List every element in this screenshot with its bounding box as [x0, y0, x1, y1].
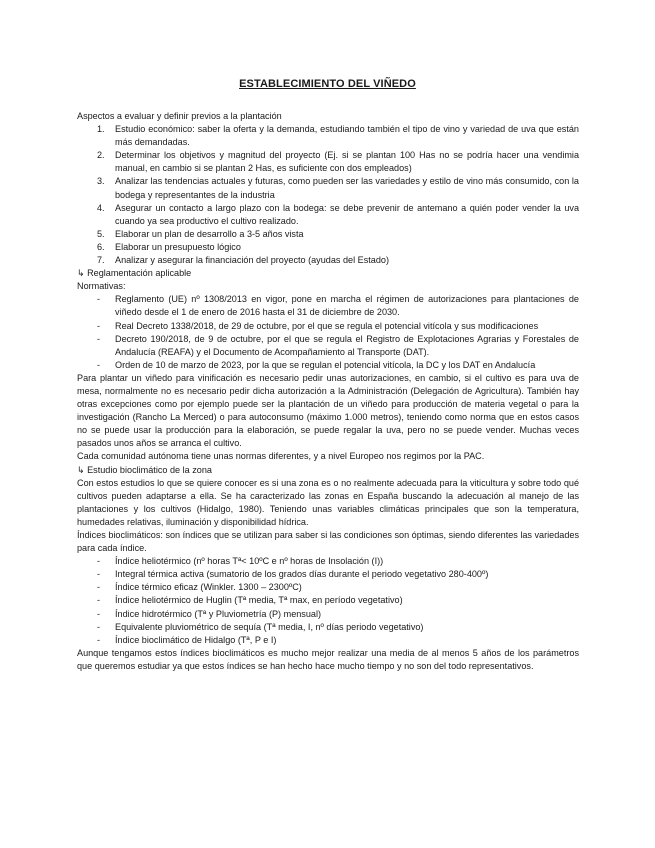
list-item [77, 594, 579, 607]
dash-bullet: - [97, 556, 101, 567]
bioclimatic-heading [77, 464, 579, 477]
list-item [77, 608, 579, 621]
item-text: Real Decreto 1338/2018, de 29 de octubre, por el que se regula el potencial vitícola y sus modificaciones [115, 320, 539, 331]
list-item [77, 123, 579, 149]
item-text: Asegurar un contacto a largo plazo con la bodega: se debe prevenir de antemano a quién poder vender la uva cuando ya sea productivo el cultivo realizado. [115, 202, 579, 226]
aspects-heading: Aspectos a evaluar y definir previos a la plantación [77, 111, 282, 121]
regulation-heading [77, 267, 579, 280]
item-number: 1. [97, 124, 105, 135]
arrow-icon: ↳ [77, 268, 85, 279]
item-number: 6. [97, 241, 105, 252]
item-text: Índice bioclimático de Hidalgo (Tª, P e I) [115, 634, 277, 645]
list-item [77, 254, 579, 267]
item-number: 7. [97, 255, 105, 266]
item-number: 4. [97, 202, 105, 213]
arrow-icon: ↳ [77, 464, 85, 475]
norms-list [77, 293, 579, 372]
item-text: Integral térmica activa (sumatorio de los grados días durante el periodo vegetativo 280-400º) [115, 569, 489, 580]
item-number: 3. [97, 176, 105, 187]
dash-bullet: - [97, 582, 101, 593]
list-item [77, 359, 579, 372]
list-item [77, 568, 579, 581]
regulation-heading-text: Reglamentación aplicable [87, 268, 192, 279]
list-item [77, 621, 579, 634]
item-text: Índice térmico eficaz (Winkler. 1300 – 2300ºC) [115, 582, 302, 593]
item-text: Índice heliotérmico de Huglin (Tª media, Tª max, en período vegetativo) [115, 595, 403, 606]
item-text: Reglamento (UE) nº 1308/2013 en vigor, pone en marcha el régimen de autorizaciones para plantaciones de viñedo desde el 1 de enero de 2016 hasta el 31 de diciembre de 2030. [115, 294, 579, 318]
dash-bullet: - [97, 569, 101, 580]
regulation-paragraph: Para plantar un viñedo para vinificación es necesario pedir unas autorizaciones, en cambio, si el cultivo es para uva de mesa, normalmente no es necesario pedir dicha autorización a la Administración (Delegación de Agricultura). También hay otras excepciones como por ejemplo puede ser la plantación de un viñedo para producción de materia vegetal o para la investigación (Rancho La Merced) o para autoconsumo (máximo 1.000 metros), teniendo como norma que en estos casos no se puede usar la producción para la elaboración, se puede regalar la uva, pero no se puede vender. Muchas veces pasados unos años se arranca el cultivo. [77, 372, 579, 449]
list-item [77, 149, 579, 175]
item-text: Equivalente pluviométrico de sequía (Tª media, I, nº días periodo vegetativo) [115, 621, 424, 632]
list-item [77, 634, 579, 647]
item-text: Elaborar un plan de desarrollo a 3-5 años vista [115, 228, 304, 239]
list-item [77, 202, 579, 228]
list-item [77, 228, 579, 241]
dash-bullet: - [97, 595, 101, 606]
list-item [77, 241, 579, 254]
item-text: Analizar las tendencias actuales y futuras, como pueden ser las variedades y estilo de vino más consumido, con la bodega y representantes de la industria [115, 176, 579, 200]
document-title: ESTABLECIMIENTO DEL VIÑEDO [239, 78, 416, 90]
dash-bullet: - [97, 621, 101, 632]
aspects-list [77, 123, 579, 267]
dash-bullet: - [97, 333, 101, 344]
dash-bullet: - [97, 320, 101, 331]
item-text: Elaborar un presupuesto lógico [115, 241, 241, 252]
document-body [77, 110, 579, 673]
list-item [77, 333, 579, 359]
closing-paragraph: Aunque tengamos estos índices bioclimáticos es mucho mejor realizar una media de al menos 5 años de los parámetros que queremos estudiar ya que estos índices se han hecho hace mucho tiempo y no son del todo representativos. [77, 647, 579, 671]
list-item [77, 581, 579, 594]
bioclimatic-heading-text: Estudio bioclimático de la zona [87, 464, 212, 475]
item-text: Estudio económico: saber la oferta y la demanda, estudiando también el tipo de vino y variedad de uva que están más demandadas. [115, 124, 579, 148]
norms-label: Normativas: [77, 281, 126, 292]
dash-bullet: - [97, 608, 101, 619]
indices-intro: Índices bioclimáticos: son índices que se utilizan para saber si las condiciones son óptimas, siendo diferentes las variedades para cada índice. [77, 530, 579, 554]
list-item [77, 175, 579, 201]
item-text: Índice hidrotérmico (Tª y Pluviometría (P) mensual) [115, 608, 322, 619]
item-text: Orden de 10 de marzo de 2023, por la que se regulan el potencial vitícola, la DC y los DAT en Andalucía [115, 359, 536, 370]
dash-bullet: - [97, 634, 101, 645]
item-text: Analizar y asegurar la financiación del proyecto (ayudas del Estado) [115, 255, 389, 266]
item-text: Decreto 190/2018, de 9 de octubre, por el que se regula el Registro de Explotaciones Agrarias y Forestales de Andalucía (REAFA) y el Documento de Acompañamiento al Transporte (DAT). [115, 333, 579, 357]
item-number: 2. [97, 150, 105, 161]
list-item [77, 555, 579, 568]
list-item [77, 320, 579, 333]
list-item [77, 293, 579, 319]
item-text: Índice heliotérmico (nº horas Tª< 10ºC e nº horas de Insolación (I)) [115, 556, 384, 567]
indices-list [77, 555, 579, 647]
bioclimatic-paragraph: Con estos estudios lo que se quiere conocer es si una zona es o no realmente adecuada para la viticultura y sobre todo qué cultivos pueden adaptarse a ella. Se ha caracterizado las zonas en España buscando la adecuación al manejo de las plantaciones y los cultivos (Hidalgo, 1980). Teniendo unas variables climáticas principales que son la temperatura, humedades relativas, iluminación y disponibilidad hídrica. [77, 477, 579, 527]
item-number: 5. [97, 228, 105, 239]
dash-bullet: - [97, 294, 101, 305]
regulation-note: Cada comunidad autónoma tiene unas normas diferentes, y a nivel Europeo nos regimos por la PAC. [77, 451, 485, 462]
dash-bullet: - [97, 359, 101, 370]
item-text: Determinar los objetivos y magnitud del proyecto (Ej. si se plantan 100 Has no se podría hacer una vendimia manual, en cambio si se plantan 2 Has, es suficiente con dos empleados) [115, 150, 579, 174]
